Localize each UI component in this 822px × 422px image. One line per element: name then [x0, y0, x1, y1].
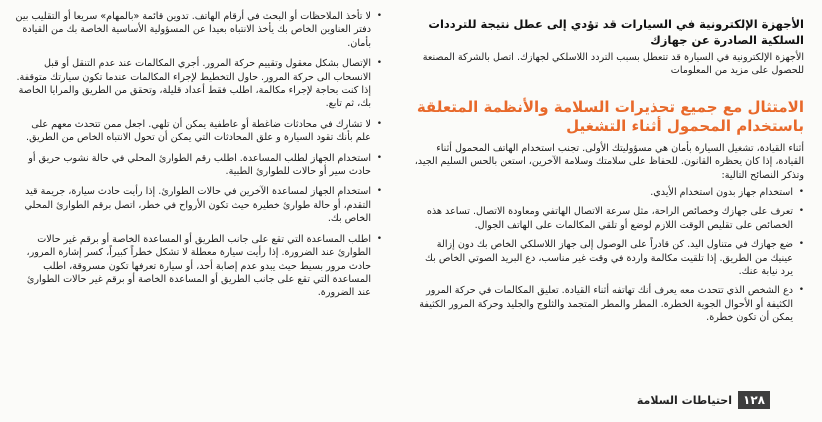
- list-item: • استخدام الجهاز لمساعدة الآخرين في حالات الطوارئ. إذا رأيت حادث سيارة، جريمة قيد التقدم، أو حالة طوارئ خطيرة حيث تكون الأرواح في خطر، اتصل برقم الطوارئ المحلي الخاص بك.: [24, 186, 382, 225]
- list-item: • ضع جهازك في متناول اليد. كن قادراً على الوصول إلى جهاز اللاسلكي الخاص بك دون إزالة عينيك من الطريق. إذا تلقيت مكالمة واردة في وقت غير مناسب، دع البريد الصوتي الخاص بك يرد نيابة عنك.: [425, 239, 804, 278]
- section-heading-compliance: الامتثال مع جميع تحذيرات السلامة والأنظمة المتعلقة باستخدام المحمول أثناء التشغيل: [416, 97, 804, 135]
- page-footer: [596, 391, 770, 409]
- list-item: • استخدام الجهاز لطلب المساعدة. اطلب رقم الطوارئ المحلي في حالة نشوب حريق أو حادث سير أو حالات للطوارئ الطبية.: [28, 152, 382, 178]
- right-column: [408, 0, 822, 331]
- bullet-icon: •: [376, 58, 382, 69]
- bullet-icon: •: [798, 285, 804, 296]
- left-column: [0, 0, 400, 307]
- list-item: • الإتصال بشكل معقول وتقييم حركة المرور. أجري المكالمات عند عدم التنقل أو قبل الانسحاب الى حركة المرور. حاول التخطيط لإجراء المكالمات عندما تكون سيارتك متوقفة. إذا كنت بحاجة لإجراء مكالمة، اطلب فقط أعداد قليلة، وتحقق من الطريق والمرايا الخاصة بك، ثم تابع.: [16, 58, 382, 110]
- page-number: ١٢٨: [738, 391, 770, 409]
- section-text-electronics: الأجهزة الإلكترونية في السيارة قد تتعطل بسبب التردد اللاسلكي لجهازك. اتصل بالشركة المصنعة للحصول على مزيد من المعلومات: [422, 52, 804, 77]
- bullet-icon: •: [376, 118, 382, 129]
- section-heading-electronics: الأجهزة الإلكترونية في السيارات قد تؤدي إلى عطل نتيجة للترددات السلكية الصادرة عن جهازك: [428, 17, 804, 47]
- list-item: • استخدام جهاز بدون استخدام الأيدي.: [650, 187, 804, 199]
- bullet-icon: •: [376, 233, 382, 244]
- bullet-icon: •: [798, 206, 804, 217]
- list-item: • لا تشارك في محادثات ضاغطة أو عاطفية يمكن أن تلهي. اجعل ممن تتحدث معهم على علم بأنك تقود السيارة و علق المحادثات التي يمكن أن تحول الانتباه الخاص من الطريق.: [26, 118, 382, 144]
- left-bullet-list: [14, 10, 382, 300]
- list-item: • دع الشخص الذي تتحدث معه يعرف أنك تهاتفه أثناء القيادة. تعليق المكالمات في حركة المرور الكثيفة أو الأحوال الجوية الخطرة. المطر والمطر المتجمد والثلوج والجليد وحركة المرور الكثيفة يمكن أن تكون خطرة.: [419, 285, 804, 324]
- footer-section-name: احتياطات السلامة: [636, 393, 733, 407]
- bullet-icon: •: [376, 152, 382, 163]
- bullet-icon: •: [798, 239, 804, 250]
- list-item: • لا تأخذ الملاحظات أو البحث في أرقام الهاتف. تدوين قائمة «بالمهام» سريعا أو التقليب بين دفتر العناوين الخاص بك يأخذ الانتباه بعيدا عن المسؤولية الأساسية الخاصة بك من القيادة بأمان.: [15, 11, 382, 49]
- list-item: • اطلب المساعدة التي تقع على جانب الطريق أو المساعدة الخاصة أو برقم غير حالات الطوارئ عند الضرورة. إذا رأيت سيارة معطلة لا تشكل خطراً كبيراً، كسر إشارة المرور، حادث مرور بسيط حيث يبدو عدم إصابة أحد، أو سيارة تعرفها تكون مسروقة، اطلب المساعدة التي تقع على جانب الطريق أو المساعدة الخاصة أو برقم غير حالات الطوارئ عند الضرورة.: [26, 233, 382, 299]
- section-intro-compliance: أثناء القيادة، تشغيل السيارة بأمان هي مسؤوليتك الأولى. تجنب استخدام الهاتف المحمول أثناء القيادة، إذا كان يحظره القانون. للحفاظ على سلامتك وسلامة الآخرين، استعن بالحس السليم الجيد، وتذكر النصائح التالية:: [414, 142, 804, 181]
- list-item: • تعرف على جهازك وخصائص الراحة، مثل سرعة الاتصال الهاتفي ومعاودة الاتصال. تساعد هذه الخصائص على تقليص الوقت اللازم لوضع أو تلقي المكالمات على الهاتف الجوال.: [426, 206, 804, 231]
- right-bullet-list: [414, 186, 804, 325]
- bullet-icon: •: [376, 186, 382, 197]
- bullet-icon: •: [376, 11, 382, 21]
- bullet-icon: •: [798, 187, 804, 198]
